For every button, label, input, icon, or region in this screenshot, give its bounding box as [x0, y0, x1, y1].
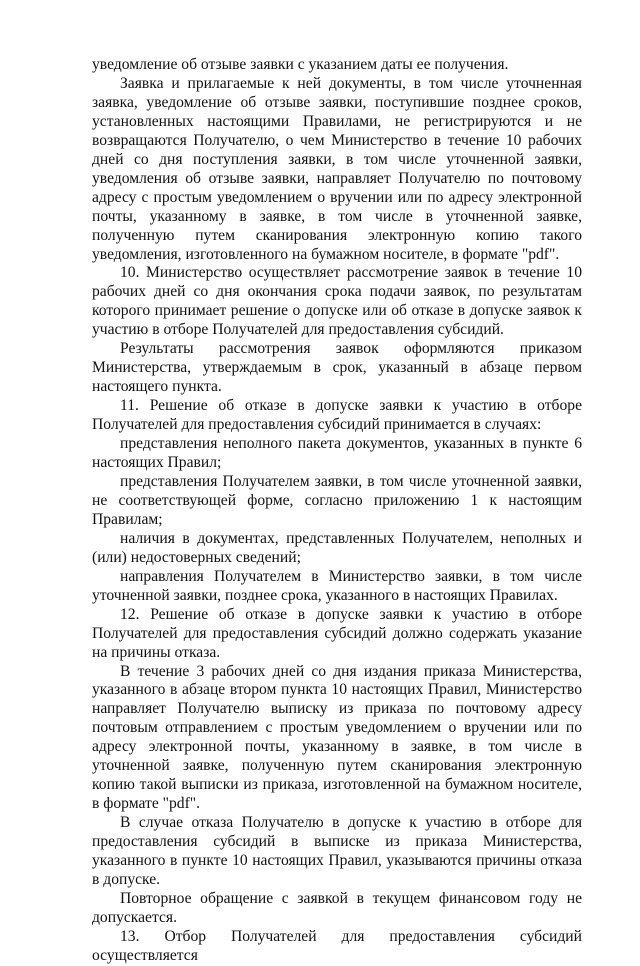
- document-body: [92, 56, 582, 966]
- paragraph: В случае отказа Получателю в допуске к участию в отборе для предоставления субсидий в выписке из приказа Министерства, указанного в пункте 10 настоящих Правил, указываются причины отказа в допуске.: [92, 814, 582, 888]
- paragraph: представления неполного пакета документов, указанных в пункте 6 настоящих Правил;: [92, 435, 582, 472]
- paragraph: 11. Решение об отказе в допуске заявки к участию в отборе Получателей для предоставления субсидий принимается в случаях:: [92, 397, 582, 434]
- paragraph: Повторное обращение с заявкой в текущем финансовом году не допускается.: [92, 889, 582, 926]
- paragraph: 13. Отбор Получателей для предоставления субсидий осуществляется: [92, 927, 582, 964]
- paragraph: Заявка и прилагаемые к ней документы, в том числе уточненная заявка, уведомление об отзыве заявки, поступившие позднее сроков, установленных настоящими Правилами, не регистрируются и не возвращаются Получателю, о чем Министерство в течение 10 рабочих дней со дня поступления заявки, в том числе уточненной заявки, уведомления об отзыве заявки, направляет Получателю по почтовому адресу с простым уведомлением о вручении или по адресу электронной почты, указанному в заявке, в том числе в уточненной заявке, полученную путем сканирования электронную копию такого уведомления, изготовленного на бумажном носителе, в формате "pdf".: [92, 74, 582, 263]
- paragraph: уведомление об отзыве заявки с указанием даты ее получения.: [92, 56, 509, 73]
- paragraph: 10. Министерство осуществляет рассмотрение заявок в течение 10 рабочих дней со дня окончания срока подачи заявок, по результатам которого принимает решение о допуске или об отказе в допуске заявок к участию в отборе Получателей для предоставления субсидий.: [92, 264, 582, 339]
- paragraph: представления Получателем заявки, в том числе уточненной заявки, не соответствующей форме, согласно приложению 1 к настоящим Правилам;: [92, 472, 582, 528]
- paragraph: направления Получателем в Министерство заявки, в том числе уточненной заявки, позднее срока, указанного в настоящих Правилах.: [92, 567, 582, 604]
- paragraph: В течение 3 рабочих дней со дня издания приказа Министерства, указанного в абзаце втором пункта 10 настоящих Правил, Министерство направляет Получателю выписку из приказа по почтовому адресу почтовым отправлением с простым уведомлением о вручении или по адресу электронной почты, указанному в заявке, в том числе в уточненной заявке, полученную путем сканирования электронную копию такой выписки из приказа, изготовленной на бумажном носителе, в формате "pdf".: [92, 662, 582, 813]
- paragraph: 12. Решение об отказе в допуске заявки к участию в отборе Получателей для предоставления субсидий должно содержать указание на причины отказа.: [92, 605, 582, 661]
- paragraph: наличия в документах, представленных Получателем, неполных и (или) недостоверных сведений;: [92, 529, 582, 566]
- paragraph: Результаты рассмотрения заявок оформляются приказом Министерства, утверждаемым в срок, указанный в абзаце первом настоящего пункта.: [92, 340, 582, 396]
